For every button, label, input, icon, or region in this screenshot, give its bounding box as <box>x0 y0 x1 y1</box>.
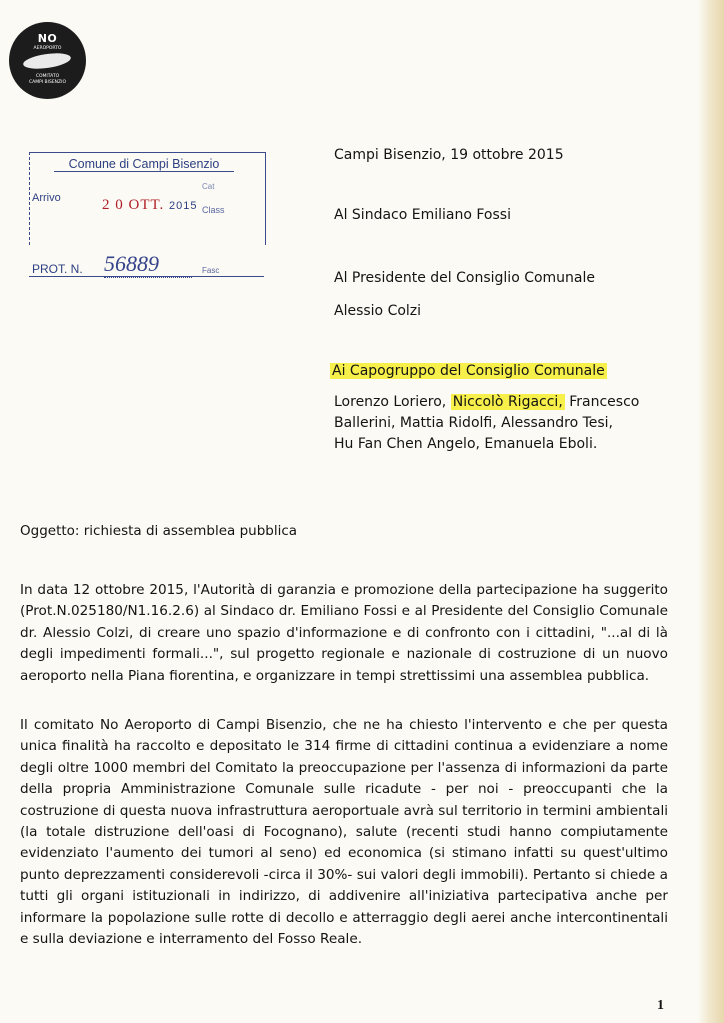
stamp-prot-number: 56889 <box>104 251 192 278</box>
place-date: Campi Bisenzio, 19 ottobre 2015 <box>334 147 564 163</box>
stamp-prot-label: PROT. N. <box>32 262 83 276</box>
stamp-date-daymonth: 2 0 OTT. <box>102 197 165 213</box>
leaders-highlighted-name: Niccolò Rigacci, <box>452 394 563 410</box>
leaders-line-2: Ballerini, Mattia Ridolfi, Alessandro Tesi, <box>334 415 614 431</box>
logo-no-text: NO <box>37 32 58 45</box>
president-name: Alessio Colzi <box>334 303 422 319</box>
addressee-mayor: Al Sindaco Emiliano Fossi <box>334 207 511 223</box>
subject-line: Oggetto: richiesta di assemblea pubblica <box>20 523 298 539</box>
stamp-bottom-line <box>29 276 264 277</box>
group-leaders-list <box>334 392 694 455</box>
leaders-line-1a: Lorenzo Loriero, <box>334 394 451 410</box>
paper-edge-shadow <box>698 0 724 1023</box>
comitato-logo <box>9 22 86 99</box>
addressee-president: Al Presidente del Consiglio Comunale <box>334 270 596 286</box>
body-paragraph-1: In data 12 ottobre 2015, l'Autorità di garanzia e promozione della partecipazione ha suggerito (Prot.N.025180/N1.16.2.6) al Sindaco dr. Emiliano Fossi e al Presidente del Consiglio Comunale dr. Alessio Colzi, di creare uno spazio d'informazione e di confronto con i cittadini, "...al di là degli impedimenti formali...", sul progetto regionale e nazionale di costruzione di un nuovo aeroporto nella Piana fiorentina, e organizzare in tempi strettissimi una assemblea pubblica. <box>20 582 668 684</box>
airplane-icon <box>22 51 71 72</box>
leaders-line-1 <box>334 392 694 413</box>
page-number: 1 <box>657 998 664 1013</box>
body-paragraph-2: Il comitato No Aeroporto di Campi Bisenzio, che ne ha chiesto l'intervento e che per questa unica finalità ha raccolto e depositato le 314 firme di cittadini continua a evidenziare a nome degli oltre 1000 membri del Comitato la preoccupazione per l'assenza di informazioni da parte della propria Amministrazione Comunale sulle ricadute - per noi - preoccupanti che la costruzione di questa nuova infrastruttura aeroportuale avrà sul territorio in termini ambientali (la totale distruzione dell'oasi di Focognano), salute (recenti studi hanno compiutamente evidenziato l'aumento dei tumori al seno) ed economica (si stimano infatti su quest'ultimo punto deprezzamenti considerevoli -circa il 30%- sui valori degli immobili). Pertanto si chiede a tutti gli organi istituzionali in indirizzo, di addivenire all'iniziativa partecipativa anche per informare la popolazione sulle rotte di decollo e atterraggio degli aerei anche intercontinentali e sulla deviazione e interramento del Fosso Reale. <box>20 717 668 948</box>
logo-aeroporto-text: AEROPORTO <box>33 46 62 51</box>
logo-line2: COMITATO <box>35 74 60 79</box>
protocol-stamp <box>24 152 264 280</box>
stamp-class-label: Class <box>202 205 225 215</box>
leaders-line-1b: Francesco <box>564 394 640 410</box>
stamp-date <box>102 197 198 214</box>
stamp-arrivo-label: Arrivo <box>32 192 61 204</box>
stamp-cat-label: Cat <box>202 182 215 191</box>
stamp-date-year: 2015 <box>169 200 198 212</box>
logo-line3: CAMPI BISENZIO <box>28 80 66 85</box>
leaders-line-3: Hu Fan Chen Angelo, Emanuela Eboli. <box>334 436 598 452</box>
group-leaders-highlight: Ai Capogruppo del Consiglio Comunale <box>332 363 605 379</box>
logo-comitato-text <box>9 74 86 86</box>
addressee-group-leaders <box>330 363 607 379</box>
stamp-fasc-label: Fasc <box>202 266 220 275</box>
stamp-title: Comune di Campi Bisenzio <box>54 157 234 172</box>
